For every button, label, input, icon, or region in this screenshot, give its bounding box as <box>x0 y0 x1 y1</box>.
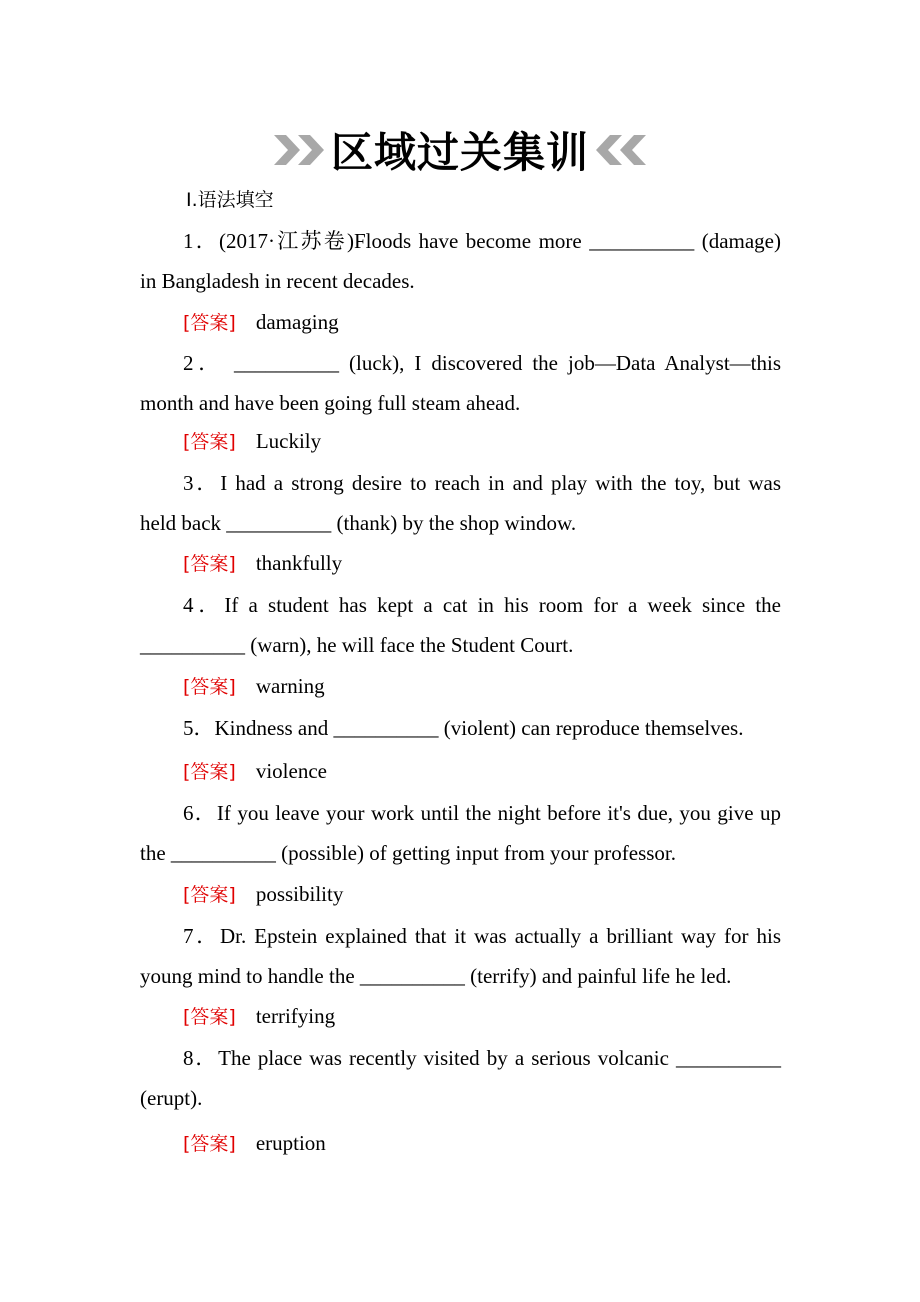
question-text: 8．The place was recently visited by a serious volcanic __________ <box>183 1046 781 1070</box>
section-heading: Ⅰ.语法填空 <box>186 189 274 211</box>
answer-text: possibility <box>255 882 344 906</box>
question-text-continued: held back __________ (thank) by the shop window. <box>140 511 577 535</box>
question-text: 2． __________ (luck), I discovered the job—Data Analyst—this <box>183 351 781 375</box>
question-text-continued: (erupt). <box>140 1086 203 1110</box>
answer-text: Luckily <box>255 429 322 453</box>
answer-item <box>183 1123 326 1164</box>
question-text-continued: in Bangladesh in recent decades. <box>140 269 415 293</box>
question-text: 6．If you leave your work until the night before it's due, you give up <box>183 801 781 825</box>
question-item <box>140 708 781 748</box>
question-item <box>140 585 781 665</box>
answer-label: [答案] <box>183 1006 236 1028</box>
question-text: 3．I had a strong desire to reach in and play with the toy, but was <box>183 471 781 495</box>
answer-item <box>183 996 335 1037</box>
question-item <box>140 221 781 301</box>
question-text-continued: the __________ (possible) of getting input from your professor. <box>140 841 677 865</box>
section-title <box>0 120 920 180</box>
answer-label: [答案] <box>183 553 236 575</box>
answer-item <box>183 874 343 915</box>
answer-text: damaging <box>255 310 339 334</box>
answer-label: [答案] <box>183 676 236 698</box>
answer-item <box>183 421 321 462</box>
answer-label: [答案] <box>183 761 236 783</box>
answer-label: [答案] <box>183 1133 236 1155</box>
answer-label: [答案] <box>183 431 236 453</box>
question-item <box>140 343 781 423</box>
double-chevron-right-icon <box>274 133 326 167</box>
question-text-continued: young mind to handle the __________ (terrify) and painful life he led. <box>140 964 732 988</box>
question-item <box>140 793 781 873</box>
answer-item <box>183 666 325 707</box>
question-text: 1．(2017·江苏卷)Floods have become more __________ (damage) <box>183 229 781 253</box>
title-text: 区域过关集训 <box>330 128 589 177</box>
question-text-continued: month and have been going full steam ahead. <box>140 391 521 415</box>
question-item <box>140 916 781 996</box>
answer-text: warning <box>255 674 325 698</box>
question-text-continued: __________ (warn), he will face the Student Court. <box>140 633 574 657</box>
question-text: 5．Kindness and __________ (violent) can reproduce themselves. <box>183 716 744 740</box>
answer-item <box>183 751 327 792</box>
answer-text: violence <box>255 759 327 783</box>
answer-label: [答案] <box>183 312 236 334</box>
answer-item <box>183 543 342 584</box>
answer-text: eruption <box>255 1131 326 1155</box>
answer-label: [答案] <box>183 884 236 906</box>
question-item <box>140 463 781 543</box>
answer-text: thankfully <box>255 551 343 575</box>
answer-text: terrifying <box>255 1004 336 1028</box>
double-chevron-left-icon <box>594 133 646 167</box>
question-text: 7．Dr. Epstein explained that it was actually a brilliant way for his <box>183 924 781 948</box>
question-item <box>140 1038 781 1118</box>
answer-item <box>183 302 339 343</box>
question-text: 4．If a student has kept a cat in his room for a week since the <box>183 593 781 617</box>
